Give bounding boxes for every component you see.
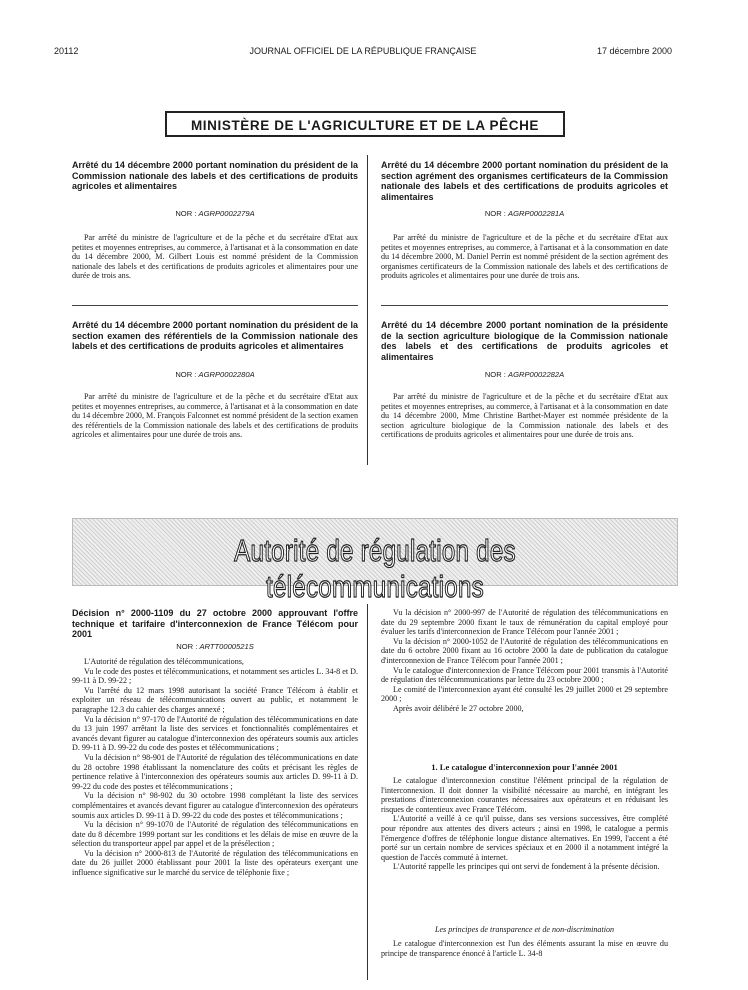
page-header [54,46,672,60]
column-divider [367,155,368,465]
article-paragraph: Par arrêté du ministre de l'agriculture et de la pêche et du secrétaire d'Etat aux petites et moyennes entreprises, au commerce, à l'artisanat et à la consommation en date du 14 décembre 2000, Mme Christine Barthet-Mayer est nommée présidente de la section agriculture biologique de la Commission nationale des labels et des certifications de produits agricoles et alimentaires pour une durée de trois ans. [381,392,668,440]
journal-title: JOURNAL OFFICIEL DE LA RÉPUBLIQUE FRANÇAISE [249,46,477,56]
article-body [381,233,668,281]
decision-paragraph: Vu la décision n° 2000-997 de l'Autorité de régulation des télécommunications en date du 29 septembre 2000 fixant le taux de rémunération du capital employé pour évaluer les tarifs d'interconnexion de France Télécom pour l'année 2001 ; [381,608,668,637]
decision-paragraph: Après avoir délibéré le 27 octobre 2000, [393,703,524,713]
decision-paragraph: Vu le catalogue d'interconnexion de France Télécom pour 2001 transmis à l'Autorité de régulation des télécommunications par lettre du 23 octobre 2000 ; [381,665,668,685]
nor-reference [72,370,358,379]
section-separator [72,305,358,306]
article-title: Arrêté du 14 décembre 2000 portant nomination du président de la Commission nationale des labels et des certifications de produits agricoles et alimentaires [72,160,358,192]
article-title: Arrêté du 14 décembre 2000 portant nomination de la présidente de la section agriculture biologique de la Commission nationale des labels et des certifications de produits agricoles et alimentaires [381,320,668,362]
article-body [381,392,668,440]
nor-prefix: NOR : [175,370,199,379]
nor-prefix: NOR : [484,370,509,379]
section-paragraph: L'Autorité rappelle les principes qui ont servi de fondement à la présente décision. [393,862,660,872]
article-body [72,392,358,440]
decision-paragraph: Vu la décision n° 2000-1052 de l'Autorité de régulation des télécommunications en date du 6 octobre 2000 fixant au 16 octobre 2000 la date de publication du catalogue d'interconnexion de France Télécom pour l'année 2001 ; [381,636,668,665]
nor-code: AGRP0002282A [508,370,565,379]
subsection-paragraph: Le catalogue d'interconnexion est l'un des éléments assurant la mise en œuvre du principe de transparence énoncé à l'article L. 34-8 [381,939,668,958]
decision-paragraph: Vu la décision n° 99-1070 de l'Autorité de régulation des télécommunications en date du 8 décembre 1999 portant sur les conditions et les délais de mise en œuvre de la sélection du transporteur appel par appel et de la présélection ; [72,820,358,849]
page-number: 20112 [54,46,79,56]
article-body [72,233,358,281]
decision-paragraph: Le comité de l'interconnexion ayant été consulté les 29 juillet 2000 et 29 septembre 2000 ; [381,684,668,704]
article-title: Arrêté du 14 décembre 2000 portant nomination du président de la section agrément des organismes certificateurs de la Commission nationale des labels et des certifications de produits agricoles et alimentaires [381,160,668,202]
nor-code: ARTT0000521S [199,642,254,651]
section-heading: 1. Le catalogue d'interconnexion pour l'année 2001 [431,762,618,772]
article-paragraph: Par arrêté du ministre de l'agriculture et de la pêche et du secrétaire d'Etat aux petites et moyennes entreprises, au commerce, à l'artisanat et à la consommation en date du 14 décembre 2000, M. Gilbert Louis est nommé président de la Commission nationale des labels et des certifications de produits agricoles et alimentaires pour une durée de trois ans. [72,233,358,281]
subsection-body [381,939,668,958]
ministry-heading: MINISTÈRE DE L'AGRICULTURE ET DE LA PÊCHE [165,111,565,137]
authority-banner-title: Autorité de régulation des télécommunications [234,533,516,604]
decision-paragraph: L'Autorité de régulation des télécommunications, [84,657,244,666]
column-divider [367,604,368,980]
decision-paragraph: Vu la décision n° 98-901 de l'Autorité de régulation des télécommunications en date du 28 octobre 1998 établissant la nomenclature des coûts et précisant les règles de pertinence relative à l'interconnexion des opérateurs soumis aux articles D. 99-11 à D. 99-22 du code des postes et télécommunications ; [72,752,358,791]
authority-banner [72,518,678,604]
nor-reference [381,209,668,218]
decision-paragraph: Vu le code des postes et télécommunications, et notamment ses articles L. 34-8 et D. 99-11 à D. 99-22 ; [72,666,358,686]
nor-prefix: NOR : [175,209,199,218]
nor-prefix: NOR : [484,209,509,218]
section-paragraph: Le catalogue d'interconnexion constitue l'élément principal de la régulation de l'interconnexion. Il doit donner la visibilité nécessaire au marché, en intégrant les prestations d'interconnexion courantes nécessaires aux opérateurs et en réduisant les risques de contentieux avec France Télécom. [381,776,668,814]
section-separator [381,305,668,306]
section-body [381,776,668,872]
decision-paragraph: Vu la décision n° 2000-813 de l'Autorité de régulation des télécommunications en date du 26 juillet 2000 établissant pour 2001 la liste des opérateurs exerçant une influence significative sur le marché du service de téléphonie fixe ; [72,848,358,878]
decision-title: Décision n° 2000-1109 du 27 octobre 2000 approuvant l'offre technique et tarifaire d'interconnexion de France Télécom pour 2001 [72,608,358,640]
section-paragraph: L'Autorité a veillé à ce qu'il puisse, dans ses versions successives, être complété pour répondre aux attentes des divers acteurs ; ainsi en 1998, le catalogue a permis l'émergence d'offres de téléphonie longue distance alternatives. En 1999, l'accent a été porté sur un certain nombre de services spéciaux et en 2000 il a notamment intégré la question de l'accès commuté à internet. [381,814,668,862]
decision-paragraph: Vu la décision n° 97-170 de l'Autorité de régulation des télécommunications en date du 13 juin 1997 arrêtant la liste des services et fonctionnalités complémentaires et avancés devant figurer au catalogue d'interconnexion des opérateurs soumis aux articles D. 99-11 à D. 99-22 du code des postes et télécommunications ; [72,714,358,753]
nor-reference [72,642,358,651]
decision-left-body [72,657,358,878]
article-paragraph: Par arrêté du ministre de l'agriculture et de la pêche et du secrétaire d'Etat aux petites et moyennes entreprises, au commerce, à l'artisanat et à la consommation en date du 14 décembre 2000, M. François Falconnet est nommé président de la section examen des référentiels de la Commission nationale des labels et des certifications de produits agricoles et alimentaires pour une durée de trois ans. [72,392,358,440]
nor-code: AGRP0002280A [198,370,255,379]
decision-paragraph: Vu la décision n° 98-902 du 30 octobre 1998 complétant la liste des services complémentaires et avancés devant figurer au catalogue d'interconnexion des opérateurs soumis aux articles D. 99-11 à D. 99-22 du code des postes et télécommunications ; [72,791,358,820]
nor-reference [72,209,358,218]
subsection-heading: Les principes de transparence et de non-discrimination [434,925,615,934]
publication-date: 17 décembre 2000 [596,46,672,56]
nor-prefix: NOR : [176,642,200,651]
decision-right-body [381,608,668,714]
nor-code: AGRP0002279A [198,209,255,218]
nor-code: AGRP0002281A [508,209,565,218]
article-paragraph: Par arrêté du ministre de l'agriculture et de la pêche et du secrétaire d'Etat aux petites et moyennes entreprises, au commerce, à l'artisanat et à la consommation en date du 14 décembre 2000, M. Daniel Perrin est nommé président de la section agrément des organismes certificateurs de la Commission nationale des labels et des certifications de produits agricoles et alimentaires pour une durée de trois ans. [381,233,668,281]
article-title: Arrêté du 14 décembre 2000 portant nomination du président de la section examen des référentiels de la Commission nationale des labels et des certifications de produits agricoles et alimentaires [72,320,358,352]
decision-paragraph: Vu l'arrêté du 12 mars 1998 autorisant la société France Télécom à établir et exploiter un réseau de télécommunications ouvert au public, et notamment le paragraphe 12.3 du cahier des charges annexé ; [72,685,358,714]
nor-reference [381,370,668,379]
